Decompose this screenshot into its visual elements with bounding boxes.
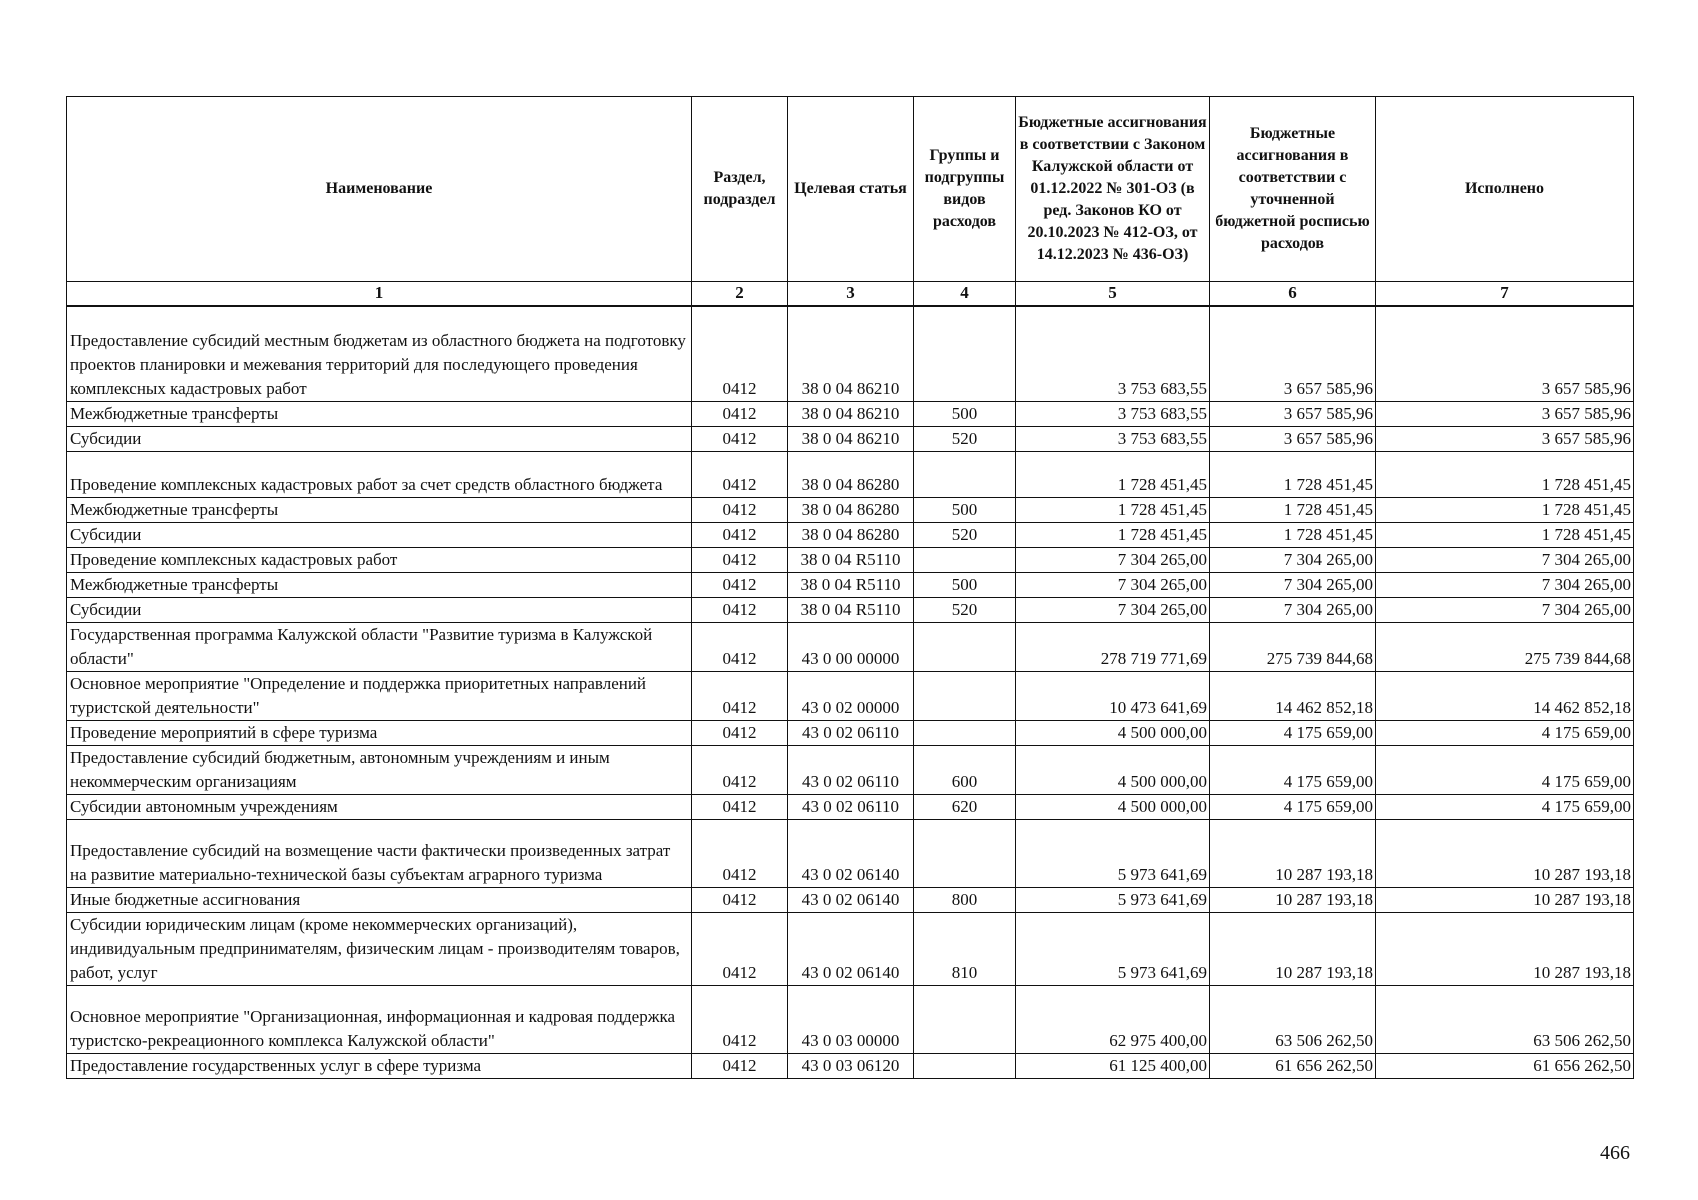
row-law-allocation: 62 975 400,00 — [1016, 986, 1210, 1054]
column-number: 4 — [914, 282, 1016, 306]
row-executed: 63 506 262,50 — [1376, 986, 1634, 1054]
table-row — [67, 672, 1634, 721]
row-law-allocation: 4 500 000,00 — [1016, 795, 1210, 820]
row-name: Иные бюджетные ассигнования — [67, 888, 692, 913]
row-target-article: 43 0 02 00000 — [788, 672, 914, 721]
table-row — [67, 598, 1634, 623]
row-expense-group — [914, 986, 1016, 1054]
row-section: 0412 — [692, 888, 788, 913]
row-target-article: 38 0 04 R5110 — [788, 598, 914, 623]
column-number: 7 — [1376, 282, 1634, 306]
table-body — [67, 306, 1634, 1079]
row-refined-allocation: 10 287 193,18 — [1210, 913, 1376, 986]
row-refined-allocation: 4 175 659,00 — [1210, 721, 1376, 746]
row-expense-group — [914, 306, 1016, 402]
row-name: Субсидии — [67, 523, 692, 548]
row-expense-group — [914, 452, 1016, 498]
row-section: 0412 — [692, 1054, 788, 1079]
row-executed: 3 657 585,96 — [1376, 402, 1634, 427]
row-law-allocation: 61 125 400,00 — [1016, 1054, 1210, 1079]
row-executed: 1 728 451,45 — [1376, 498, 1634, 523]
row-law-allocation: 4 500 000,00 — [1016, 746, 1210, 795]
row-law-allocation: 1 728 451,45 — [1016, 523, 1210, 548]
row-name: Государственная программа Калужской области "Развитие туризма в Калужской области" — [67, 623, 692, 672]
table-row — [67, 721, 1634, 746]
budget-table — [66, 96, 1634, 1079]
row-section: 0412 — [692, 623, 788, 672]
row-section: 0412 — [692, 498, 788, 523]
row-target-article: 38 0 04 86210 — [788, 402, 914, 427]
row-expense-group: 520 — [914, 427, 1016, 452]
header-row — [67, 97, 1634, 282]
column-number-row — [67, 282, 1634, 306]
row-law-allocation: 3 753 683,55 — [1016, 306, 1210, 402]
table-row — [67, 913, 1634, 986]
row-expense-group — [914, 1054, 1016, 1079]
row-expense-group: 500 — [914, 573, 1016, 598]
header-name: Наименование — [67, 97, 692, 282]
row-expense-group: 500 — [914, 402, 1016, 427]
row-name: Субсидии — [67, 427, 692, 452]
row-law-allocation: 3 753 683,55 — [1016, 427, 1210, 452]
row-name: Предоставление субсидий бюджетным, автономным учреждениям и иным некоммерческим организациям — [67, 746, 692, 795]
row-law-allocation: 10 473 641,69 — [1016, 672, 1210, 721]
row-executed: 7 304 265,00 — [1376, 548, 1634, 573]
row-section: 0412 — [692, 306, 788, 402]
row-target-article: 43 0 02 06110 — [788, 795, 914, 820]
row-executed: 10 287 193,18 — [1376, 820, 1634, 888]
row-refined-allocation: 10 287 193,18 — [1210, 820, 1376, 888]
row-law-allocation: 7 304 265,00 — [1016, 548, 1210, 573]
row-expense-group — [914, 672, 1016, 721]
row-section: 0412 — [692, 672, 788, 721]
row-law-allocation: 5 973 641,69 — [1016, 913, 1210, 986]
row-refined-allocation: 4 175 659,00 — [1210, 795, 1376, 820]
row-name: Основное мероприятие "Определение и поддержка приоритетных направлений туристской деятельности" — [67, 672, 692, 721]
table-row — [67, 523, 1634, 548]
table-row — [67, 746, 1634, 795]
row-target-article: 43 0 03 06120 — [788, 1054, 914, 1079]
row-target-article: 43 0 02 06110 — [788, 746, 914, 795]
row-executed: 1 728 451,45 — [1376, 523, 1634, 548]
header-groups: Группы и подгруппы видов расходов — [914, 97, 1016, 282]
row-executed: 10 287 193,18 — [1376, 913, 1634, 986]
row-expense-group — [914, 721, 1016, 746]
header-executed: Исполнено — [1376, 97, 1634, 282]
row-law-allocation: 1 728 451,45 — [1016, 498, 1210, 523]
row-expense-group: 620 — [914, 795, 1016, 820]
table-row — [67, 402, 1634, 427]
row-target-article: 43 0 02 06140 — [788, 913, 914, 986]
table-row — [67, 820, 1634, 888]
row-name: Проведение мероприятий в сфере туризма — [67, 721, 692, 746]
row-section: 0412 — [692, 746, 788, 795]
table-row — [67, 498, 1634, 523]
row-refined-allocation: 61 656 262,50 — [1210, 1054, 1376, 1079]
row-expense-group: 520 — [914, 523, 1016, 548]
row-expense-group: 600 — [914, 746, 1016, 795]
column-number: 5 — [1016, 282, 1210, 306]
row-refined-allocation: 1 728 451,45 — [1210, 452, 1376, 498]
row-law-allocation: 7 304 265,00 — [1016, 598, 1210, 623]
row-refined-allocation: 3 657 585,96 — [1210, 402, 1376, 427]
row-expense-group: 520 — [914, 598, 1016, 623]
row-expense-group: 810 — [914, 913, 1016, 986]
row-section: 0412 — [692, 548, 788, 573]
row-refined-allocation: 7 304 265,00 — [1210, 598, 1376, 623]
row-target-article: 38 0 04 86280 — [788, 523, 914, 548]
row-section: 0412 — [692, 452, 788, 498]
row-name: Проведение комплексных кадастровых работ за счет средств областного бюджета — [67, 452, 692, 498]
row-target-article: 38 0 04 86210 — [788, 427, 914, 452]
row-name: Субсидии автономным учреждениям — [67, 795, 692, 820]
row-law-allocation: 4 500 000,00 — [1016, 721, 1210, 746]
header-law-allocations: Бюджетные ассигнования в соответствии с Законом Калужской области от 01.12.2022 № 301-ОЗ (в ред. Законов КО от 20.10.2023 № 412-ОЗ, от 14.12.2023 № 436-ОЗ) — [1016, 97, 1210, 282]
row-section: 0412 — [692, 820, 788, 888]
row-target-article: 43 0 02 06140 — [788, 888, 914, 913]
row-refined-allocation: 275 739 844,68 — [1210, 623, 1376, 672]
header-section: Раздел, подраздел — [692, 97, 788, 282]
row-executed: 3 657 585,96 — [1376, 427, 1634, 452]
row-refined-allocation: 3 657 585,96 — [1210, 306, 1376, 402]
row-refined-allocation: 1 728 451,45 — [1210, 523, 1376, 548]
row-executed: 7 304 265,00 — [1376, 598, 1634, 623]
row-target-article: 38 0 04 R5110 — [788, 548, 914, 573]
row-refined-allocation: 7 304 265,00 — [1210, 548, 1376, 573]
row-section: 0412 — [692, 986, 788, 1054]
row-section: 0412 — [692, 427, 788, 452]
row-refined-allocation: 4 175 659,00 — [1210, 746, 1376, 795]
row-name: Межбюджетные трансферты — [67, 498, 692, 523]
row-section: 0412 — [692, 913, 788, 986]
row-law-allocation: 3 753 683,55 — [1016, 402, 1210, 427]
row-refined-allocation: 14 462 852,18 — [1210, 672, 1376, 721]
row-law-allocation: 7 304 265,00 — [1016, 573, 1210, 598]
row-name: Проведение комплексных кадастровых работ — [67, 548, 692, 573]
row-target-article: 43 0 02 06110 — [788, 721, 914, 746]
table-row — [67, 795, 1634, 820]
column-number: 1 — [67, 282, 692, 306]
table-row — [67, 573, 1634, 598]
row-executed: 275 739 844,68 — [1376, 623, 1634, 672]
row-executed: 1 728 451,45 — [1376, 452, 1634, 498]
row-expense-group — [914, 548, 1016, 573]
row-name: Межбюджетные трансферты — [67, 573, 692, 598]
row-law-allocation: 5 973 641,69 — [1016, 820, 1210, 888]
row-executed: 4 175 659,00 — [1376, 746, 1634, 795]
row-target-article: 43 0 02 06140 — [788, 820, 914, 888]
table-row — [67, 623, 1634, 672]
row-target-article: 38 0 04 86210 — [788, 306, 914, 402]
row-name: Основное мероприятие "Организационная, информационная и кадровая поддержка туристско-рекреационного комплекса Калужской области" — [67, 986, 692, 1054]
row-executed: 7 304 265,00 — [1376, 573, 1634, 598]
table-row — [67, 986, 1634, 1054]
table-row — [67, 548, 1634, 573]
column-number: 6 — [1210, 282, 1376, 306]
row-section: 0412 — [692, 523, 788, 548]
row-refined-allocation: 10 287 193,18 — [1210, 888, 1376, 913]
column-number: 2 — [692, 282, 788, 306]
row-section: 0412 — [692, 573, 788, 598]
table-row — [67, 427, 1634, 452]
row-executed: 4 175 659,00 — [1376, 721, 1634, 746]
row-target-article: 43 0 03 00000 — [788, 986, 914, 1054]
row-section: 0412 — [692, 402, 788, 427]
row-executed: 61 656 262,50 — [1376, 1054, 1634, 1079]
row-target-article: 43 0 00 00000 — [788, 623, 914, 672]
row-executed: 4 175 659,00 — [1376, 795, 1634, 820]
row-name: Предоставление субсидий местным бюджетам из областного бюджета на подготовку проектов планировки и межевания территорий для последующего проведения комплексных кадастровых работ — [67, 306, 692, 402]
row-refined-allocation: 63 506 262,50 — [1210, 986, 1376, 1054]
row-section: 0412 — [692, 795, 788, 820]
page-number: 466 — [1600, 1142, 1630, 1164]
row-section: 0412 — [692, 598, 788, 623]
row-expense-group — [914, 820, 1016, 888]
row-refined-allocation: 1 728 451,45 — [1210, 498, 1376, 523]
row-expense-group: 500 — [914, 498, 1016, 523]
row-executed: 10 287 193,18 — [1376, 888, 1634, 913]
row-target-article: 38 0 04 86280 — [788, 452, 914, 498]
table-row — [67, 888, 1634, 913]
row-executed: 3 657 585,96 — [1376, 306, 1634, 402]
row-expense-group — [914, 623, 1016, 672]
row-law-allocation: 1 728 451,45 — [1016, 452, 1210, 498]
row-name: Межбюджетные трансферты — [67, 402, 692, 427]
row-executed: 14 462 852,18 — [1376, 672, 1634, 721]
row-refined-allocation: 7 304 265,00 — [1210, 573, 1376, 598]
row-refined-allocation: 3 657 585,96 — [1210, 427, 1376, 452]
row-law-allocation: 5 973 641,69 — [1016, 888, 1210, 913]
table-row — [67, 452, 1634, 498]
row-target-article: 38 0 04 R5110 — [788, 573, 914, 598]
row-target-article: 38 0 04 86280 — [788, 498, 914, 523]
row-law-allocation: 278 719 771,69 — [1016, 623, 1210, 672]
column-number: 3 — [788, 282, 914, 306]
row-name: Субсидии юридическим лицам (кроме некоммерческих организаций), индивидуальным предпринимателям, физическим лицам - производителям товаров, работ, услуг — [67, 913, 692, 986]
header-refined-allocations: Бюджетные ассигнования в соответствии с уточненной бюджетной росписью расходов — [1210, 97, 1376, 282]
table-row — [67, 306, 1634, 402]
row-section: 0412 — [692, 721, 788, 746]
row-name: Субсидии — [67, 598, 692, 623]
row-name: Предоставление субсидий на возмещение части фактически произведенных затрат на развитие материально-технической базы субъектам аграрного туризма — [67, 820, 692, 888]
header-target: Целевая статья — [788, 97, 914, 282]
table-row — [67, 1054, 1634, 1079]
row-name: Предоставление государственных услуг в сфере туризма — [67, 1054, 692, 1079]
row-expense-group: 800 — [914, 888, 1016, 913]
